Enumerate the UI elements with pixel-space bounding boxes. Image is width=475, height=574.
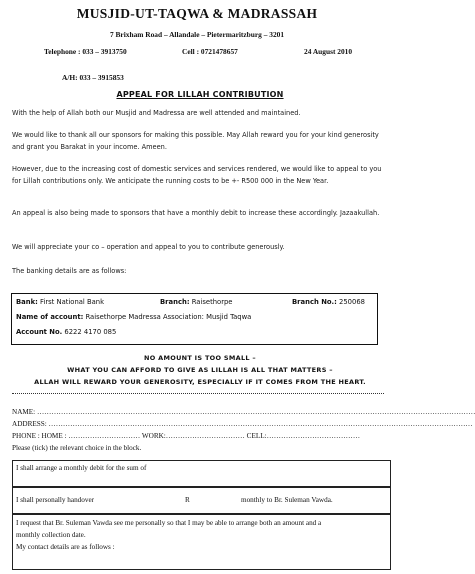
slogan-line-3: ALLAH WILL REWARD YOUR GENEROSITY, ESPECIALLY IF IT COMES FROM THE HEART. <box>34 378 366 386</box>
branch-no-label: Branch No.: <box>292 298 337 306</box>
option-monthly-debit[interactable] <box>12 460 391 487</box>
option-handover-currency: R <box>185 496 190 504</box>
paragraph-3: However, due to the increasing cost of domestic services and services rendered, we would like to appeal to you for Lillah contributions only. We anticipate the running costs to be +- R500 000 in the New Year. <box>12 165 382 185</box>
account-no-value: 6222 4170 085 <box>64 328 117 336</box>
telephone: Telephone : 033 – 3913750 <box>44 47 127 56</box>
paragraph-5: We will appreciate your co – operation and appeal to you to contribute generously. <box>12 243 285 251</box>
letterhead-address: 7 Brixham Road – Allandale – Pietermaritzburg – 3201 <box>109 30 285 39</box>
cell-number: Cell : 0721478657 <box>182 47 238 56</box>
branch-label: Branch: <box>160 298 190 306</box>
branch-value: Raisethorpe <box>191 298 233 306</box>
account-name-label: Name of account: <box>16 313 84 321</box>
option-handover-text: I shall personally handover <box>16 496 95 504</box>
paragraph-1: With the help of Allah both our Musjid and Madressa are well attended and maintained. <box>12 109 301 117</box>
branch-no-value: 250068 <box>339 298 365 306</box>
option-visit-line-2: monthly collection date. <box>16 531 86 539</box>
appeal-letter <box>0 4 475 574</box>
option-visit-line-1: I request that Br. Suleman Vawda see me personally so that I may be able to arrange both an amount and a <box>16 519 322 527</box>
name-field[interactable]: NAME: ………………………………………………………………………………………………………………………………………………………………… <box>12 408 475 416</box>
option-handover-recipient: monthly to Br. Suleman Vawda. <box>241 496 333 504</box>
bank-row <box>16 298 104 306</box>
bank-label: Bank: <box>16 298 38 306</box>
after-hours-number: A/H: 033 – 3915853 <box>62 73 124 82</box>
address-field[interactable]: ADDRESS: …………………………………………………………………………………………………………………………………………………………… <box>12 420 473 428</box>
option-personal-visit[interactable] <box>12 514 391 570</box>
account-no-label: Account No. <box>16 328 63 336</box>
banking-details-box <box>11 293 378 345</box>
bank-value: First National Bank <box>40 298 105 306</box>
account-name-value: Raisethorpe Madressa Association: Musjid Taqwa <box>85 313 252 321</box>
contact-row <box>8 47 386 59</box>
letter-date: 24 August 2010 <box>304 47 353 56</box>
account-name-row <box>16 313 251 321</box>
letterhead-title: MUSJID-UT-TAQWA & MADRASSAH <box>76 6 318 21</box>
paragraph-2: We would like to thank all our sponsors for making this possible. May Allah reward you for your kind generosity and grant you Barakat in your income. Ameen. <box>12 131 379 151</box>
paragraph-6: The banking details are as follows: <box>12 267 127 275</box>
option-monthly-debit-text: I shall arrange a monthly debit for the sum of <box>16 464 147 472</box>
option-personal-handover[interactable] <box>12 487 391 514</box>
account-no-row <box>16 328 116 336</box>
branch-row <box>160 298 233 306</box>
phone-field[interactable]: PHONE : HOME : ………………………… WORK:…………………………… CELL:………………………………… <box>12 432 361 440</box>
appeal-heading: APPEAL FOR LILLAH CONTRIBUTION <box>116 90 284 99</box>
branch-no-row <box>292 298 365 306</box>
slogan-line-1: NO AMOUNT IS TOO SMALL – <box>144 354 256 362</box>
dotted-divider <box>12 393 384 394</box>
paragraph-4: An appeal is also being made to sponsors that have a monthly debit to increase these accordingly. Jazaakullah. <box>12 209 380 217</box>
option-visit-line-3: My contact details are as follows : <box>16 543 115 551</box>
tick-instruction: Please (tick) the relevant choice in the block. <box>12 444 142 452</box>
slogan-line-2: WHAT YOU CAN AFFORD TO GIVE AS LILLAH IS ALL THAT MATTERS – <box>67 366 333 374</box>
